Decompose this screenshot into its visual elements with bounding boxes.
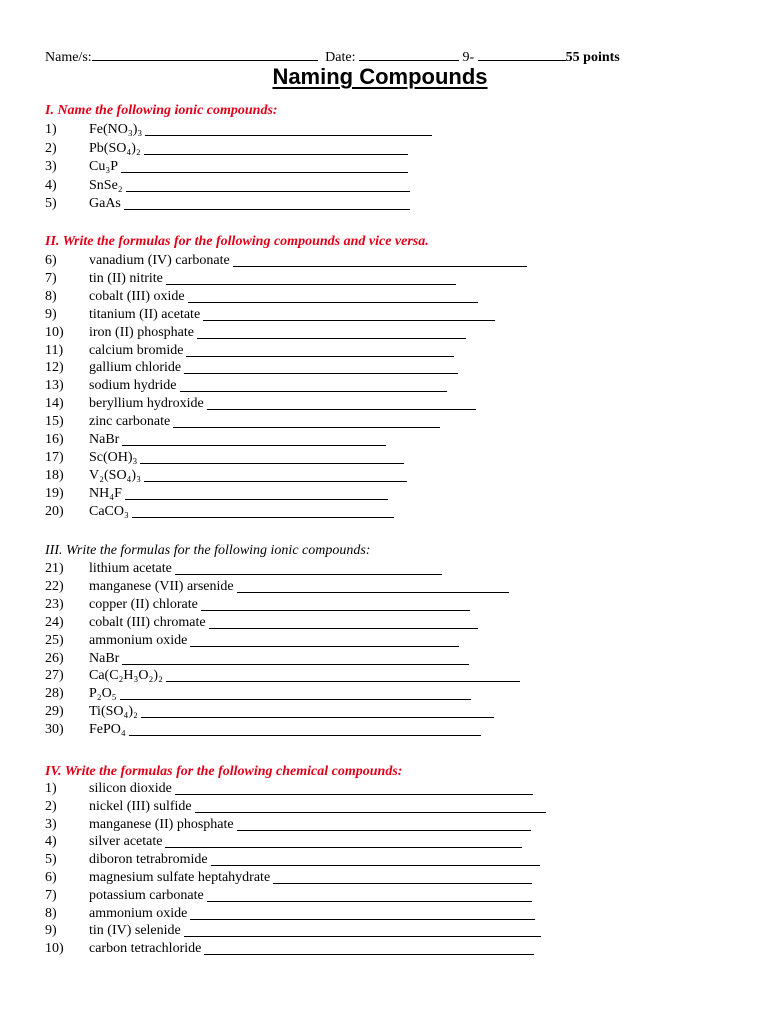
answer-blank[interactable]	[122, 445, 386, 446]
compound-term: tin (IV) selenide	[89, 923, 181, 939]
answer-blank[interactable]	[175, 794, 533, 795]
question-number: 27)	[45, 668, 64, 684]
compound-term: vanadium (IV) carbonate	[89, 253, 230, 268]
question-row	[45, 579, 605, 595]
answer-blank[interactable]	[132, 517, 394, 518]
compound-term: potassium carbonate	[89, 887, 204, 903]
question-number: 16)	[45, 432, 64, 447]
compound-term: tin (II) nitrite	[89, 270, 163, 286]
question-number: 6)	[45, 870, 57, 885]
question-number: 3)	[45, 816, 57, 832]
question-row	[45, 414, 605, 430]
answer-blank[interactable]	[145, 135, 432, 136]
compound-term: CaCO₃	[89, 503, 129, 519]
answer-blank[interactable]	[197, 338, 466, 339]
question-number: 1)	[45, 781, 57, 796]
question-row	[45, 396, 605, 412]
answer-blank[interactable]	[180, 391, 447, 392]
question-row	[45, 633, 605, 649]
compound-term: Ti(SO₄)₂	[89, 704, 138, 720]
answer-blank[interactable]	[190, 919, 535, 920]
question-row	[45, 834, 605, 850]
answer-blank[interactable]	[195, 812, 546, 813]
question-row	[45, 141, 605, 157]
compound-term: iron (II) phosphate	[89, 324, 194, 340]
compound-term: magnesium sulfate heptahydrate	[89, 870, 271, 885]
answer-blank[interactable]	[211, 865, 540, 866]
question-number: 19)	[45, 485, 64, 501]
question-row	[45, 178, 605, 194]
question-row	[45, 289, 605, 305]
name-blank	[92, 48, 318, 61]
question-row	[45, 686, 605, 702]
question-number: 10)	[45, 941, 64, 957]
question-row	[45, 561, 605, 577]
compound-term: nickel (III) sulfide	[89, 798, 192, 814]
compound-term: SnSe₂	[89, 177, 123, 193]
question-number: 1)	[45, 122, 57, 137]
question-row	[45, 668, 605, 684]
question-row	[45, 941, 605, 957]
compound-term: diboron tetrabromide	[89, 852, 208, 868]
question-number: 22)	[45, 578, 64, 594]
question-row	[45, 450, 605, 466]
question-row	[45, 870, 605, 886]
compound-term: NaBr	[89, 432, 120, 447]
question-row	[45, 271, 605, 287]
compound-term: ammonium oxide	[89, 905, 188, 921]
answer-blank[interactable]	[141, 717, 494, 718]
answer-blank[interactable]	[237, 592, 509, 593]
section-title: II. Write the formulas for the following compounds and vice versa.	[45, 234, 429, 249]
question-number: 24)	[45, 614, 64, 630]
compound-term: copper (II) chlorate	[89, 596, 198, 612]
compound-term: Sc(OH)₃	[89, 449, 138, 465]
period-blank	[478, 48, 566, 61]
compound-term: ammonium oxide	[89, 632, 188, 648]
question-number: 2)	[45, 798, 57, 814]
points-label: 55 points	[565, 50, 620, 65]
question-number: 7)	[45, 887, 57, 903]
question-number: 5)	[45, 196, 57, 211]
question-number: 21)	[45, 561, 64, 576]
question-number: 9)	[45, 923, 57, 939]
question-number: 8)	[45, 288, 57, 304]
answer-blank[interactable]	[120, 699, 471, 700]
question-number: 11)	[45, 342, 64, 358]
compound-term: cobalt (III) chromate	[89, 614, 206, 630]
question-number: 10)	[45, 324, 64, 340]
compound-term: manganese (VII) arsenide	[89, 578, 234, 594]
answer-blank[interactable]	[173, 427, 440, 428]
compound-term: P₂O₅	[89, 686, 117, 702]
answer-blank[interactable]	[166, 284, 456, 285]
question-number: 6)	[45, 253, 57, 268]
compound-term: FePO₄	[89, 722, 126, 738]
compound-term: Pb(SO₄)₂	[89, 140, 141, 156]
section-title: III. Write the formulas for the following ionic compounds:	[45, 543, 371, 558]
question-row	[45, 722, 605, 738]
answer-blank[interactable]	[175, 574, 442, 575]
answer-blank[interactable]	[186, 356, 454, 357]
question-row	[45, 307, 605, 323]
question-number: 4)	[45, 834, 57, 850]
compound-term: cobalt (III) oxide	[89, 288, 185, 304]
compound-term: gallium chloride	[89, 360, 182, 376]
question-row	[45, 378, 605, 394]
compound-term: Fe(NO₃)₃	[89, 122, 143, 137]
question-row	[45, 651, 605, 667]
page-title: Naming Compounds	[272, 64, 488, 89]
compound-term: Cu₃P	[89, 159, 119, 174]
answer-blank[interactable]	[184, 373, 458, 374]
question-row	[45, 799, 605, 815]
question-row	[45, 615, 605, 631]
answer-blank[interactable]	[144, 154, 408, 155]
answer-blank[interactable]	[124, 209, 410, 210]
question-row	[45, 597, 605, 613]
section-title: IV. Write the formulas for the following chemical compounds:	[45, 764, 403, 779]
compound-term: GaAs	[89, 196, 121, 211]
question-row	[45, 852, 605, 868]
compound-term: Ca(C₂H₃O₂)₂	[89, 668, 163, 684]
question-row	[45, 817, 605, 833]
question-number: 3)	[45, 159, 57, 174]
question-row	[45, 159, 605, 175]
answer-blank[interactable]	[121, 172, 408, 173]
question-row	[45, 343, 605, 359]
question-row	[45, 888, 605, 904]
compound-term: titanium (II) acetate	[89, 306, 201, 322]
date-label: Date:	[325, 50, 356, 65]
compound-term: silicon dioxide	[89, 781, 172, 796]
question-number: 5)	[45, 852, 57, 868]
answer-blank[interactable]	[122, 664, 469, 665]
date-blank	[359, 48, 459, 61]
question-number: 20)	[45, 503, 64, 519]
question-number: 13)	[45, 378, 64, 394]
question-row	[45, 196, 605, 212]
question-row	[45, 432, 605, 448]
compound-term: carbon tetrachloride	[89, 941, 202, 957]
question-number: 30)	[45, 722, 64, 738]
question-row	[45, 486, 605, 502]
question-number: 15)	[45, 414, 64, 430]
answer-blank[interactable]	[204, 954, 534, 955]
compound-term: beryllium hydroxide	[89, 396, 204, 412]
answer-blank[interactable]	[165, 847, 522, 848]
answer-blank[interactable]	[126, 191, 410, 192]
question-row	[45, 325, 605, 341]
compound-term: calcium bromide	[89, 342, 184, 358]
question-row	[45, 122, 605, 138]
answer-blank[interactable]	[166, 681, 520, 682]
name-label: Name/s:	[45, 50, 92, 65]
question-row	[45, 923, 605, 939]
answer-blank[interactable]	[203, 320, 495, 321]
answer-blank[interactable]	[144, 481, 407, 482]
question-number: 28)	[45, 686, 64, 702]
answer-blank[interactable]	[233, 266, 527, 267]
question-number: 8)	[45, 905, 57, 921]
question-row	[45, 906, 605, 922]
answer-blank[interactable]	[190, 646, 459, 647]
question-number: 23)	[45, 596, 64, 612]
question-row	[45, 468, 605, 484]
answer-blank[interactable]	[125, 499, 388, 500]
compound-term: V₂(SO₄)₃	[89, 467, 141, 483]
period-label: 9-	[462, 50, 475, 65]
compound-term: zinc carbonate	[89, 414, 171, 430]
answer-blank[interactable]	[207, 901, 532, 902]
question-number: 2)	[45, 140, 57, 156]
answer-blank[interactable]	[140, 463, 404, 464]
answer-blank[interactable]	[237, 830, 531, 831]
question-number: 17)	[45, 449, 64, 465]
question-number: 18)	[45, 467, 64, 483]
section-title: I. Name the following ionic compounds:	[45, 103, 278, 118]
compound-term: NaBr	[89, 650, 120, 666]
question-number: 7)	[45, 270, 57, 286]
compound-term: sodium hydride	[89, 378, 177, 394]
question-number: 25)	[45, 632, 64, 648]
question-row	[45, 781, 605, 797]
answer-blank[interactable]	[207, 409, 476, 410]
compound-term: silver acetate	[89, 834, 163, 850]
question-row	[45, 253, 605, 269]
question-row	[45, 360, 605, 376]
question-row	[45, 504, 605, 520]
answer-blank[interactable]	[188, 302, 478, 303]
answer-blank[interactable]	[209, 628, 478, 629]
question-number: 26)	[45, 650, 64, 666]
answer-blank[interactable]	[273, 883, 532, 884]
question-number: 12)	[45, 360, 64, 376]
compound-term: lithium acetate	[89, 561, 172, 576]
answer-blank[interactable]	[201, 610, 470, 611]
answer-blank[interactable]	[129, 735, 481, 736]
answer-blank[interactable]	[184, 936, 541, 937]
question-number: 9)	[45, 306, 57, 322]
question-number: 14)	[45, 396, 64, 412]
question-row	[45, 704, 605, 720]
compound-term: manganese (II) phosphate	[89, 816, 234, 832]
question-number: 4)	[45, 177, 57, 193]
compound-term: NH₄F	[89, 485, 122, 501]
question-number: 29)	[45, 704, 64, 720]
